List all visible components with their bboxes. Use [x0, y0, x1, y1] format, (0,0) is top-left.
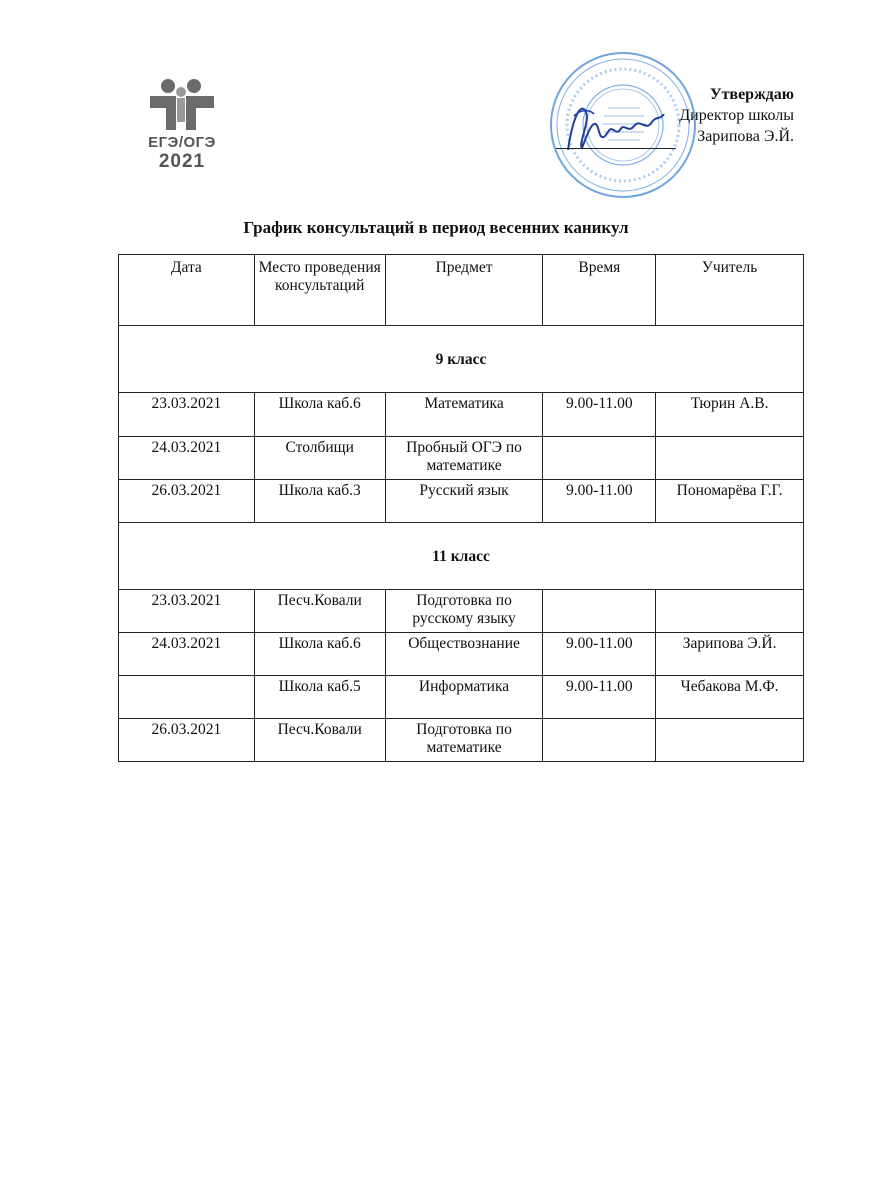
cell-subject: Обществознание [385, 633, 543, 676]
header-place: Место проведения консультаций [254, 255, 385, 326]
document-title: График консультаций в период весенних каникул [243, 218, 629, 237]
cell-subject: Информатика [385, 676, 543, 719]
cell-date: 23.03.2021 [119, 393, 255, 437]
cell-time [543, 437, 656, 480]
table-row [119, 590, 804, 633]
cell-date: 26.03.2021 [119, 719, 255, 762]
cell-place: Школа каб.6 [254, 393, 385, 437]
table-row [119, 480, 804, 523]
signature-line [556, 148, 676, 149]
cell-place: Школа каб.6 [254, 633, 385, 676]
cell-date: 23.03.2021 [119, 590, 255, 633]
cell-teacher: Пономарёва Г.Г. [656, 480, 804, 523]
table-header-row [119, 255, 804, 326]
header-teacher: Учитель [656, 255, 804, 326]
section-label: 9 класс [119, 326, 804, 393]
section-row-grade-9 [119, 326, 804, 393]
consultation-schedule-table [118, 254, 804, 762]
cell-time: 9.00-11.00 [543, 676, 656, 719]
people-logo-icon [146, 78, 218, 132]
cell-time [543, 590, 656, 633]
approval-position: Директор школы [679, 107, 794, 124]
cell-date: 26.03.2021 [119, 480, 255, 523]
table-row [119, 719, 804, 762]
director-signature [560, 92, 670, 162]
cell-date: 24.03.2021 [119, 437, 255, 480]
cell-place: Школа каб.5 [254, 676, 385, 719]
cell-teacher: Зарипова Э.Й. [656, 633, 804, 676]
logo-text-year: 2021 [158, 151, 206, 172]
ege-oge-logo [136, 78, 228, 174]
cell-place: Песч.Ковали [254, 590, 385, 633]
cell-date: 24.03.2021 [119, 633, 255, 676]
cell-subject: Математика [385, 393, 543, 437]
table-row [119, 633, 804, 676]
cell-subject: Пробный ОГЭ по математике [385, 437, 543, 480]
cell-subject: Русский язык [385, 480, 543, 523]
cell-place: Школа каб.3 [254, 480, 385, 523]
cell-teacher [656, 590, 804, 633]
approval-director-name: Зарипова Э.Й. [697, 128, 794, 145]
cell-place: Столбищи [254, 437, 385, 480]
cell-subject: Подготовка по математике [385, 719, 543, 762]
approval-block [679, 84, 794, 147]
cell-teacher [656, 437, 804, 480]
table-row [119, 393, 804, 437]
cell-date [119, 676, 255, 719]
header-date: Дата [119, 255, 255, 326]
cell-time: 9.00-11.00 [543, 393, 656, 437]
logo-text-exam: ЕГЭ/ОГЭ [148, 134, 216, 151]
cell-teacher: Чебакова М.Ф. [656, 676, 804, 719]
table-row [119, 437, 804, 480]
approval-heading: Утверждаю [709, 86, 794, 103]
cell-time [543, 719, 656, 762]
cell-time: 9.00-11.00 [543, 633, 656, 676]
cell-subject: Подготовка по русскому языку [385, 590, 543, 633]
cell-time: 9.00-11.00 [543, 480, 656, 523]
header-subject: Предмет [385, 255, 543, 326]
cell-teacher: Тюрин А.В. [656, 393, 804, 437]
section-label: 11 класс [119, 523, 804, 590]
header-time: Время [543, 255, 656, 326]
table-row [119, 676, 804, 719]
section-row-grade-11 [119, 523, 804, 590]
cell-teacher [656, 719, 804, 762]
cell-place: Песч.Ковали [254, 719, 385, 762]
